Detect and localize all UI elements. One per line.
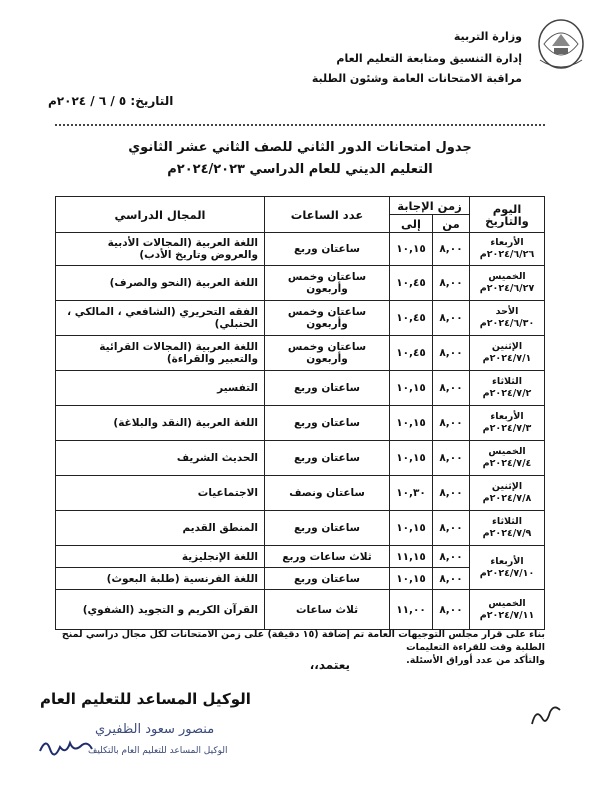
- subject-cell: اللغة الإنجليزية: [56, 546, 265, 568]
- header-answer-time: زمن الإجابة: [390, 197, 470, 215]
- to-cell: ١٠,٤٥: [390, 301, 433, 336]
- from-cell: ٨,٠٠: [433, 590, 470, 630]
- day-cell: الخميس ٢٠٢٤/٦/٢٧م: [470, 266, 545, 301]
- document-date: التاريخ: ٥ / ٦ / ٢٠٢٤م: [48, 94, 174, 108]
- day-cell: الإثنين ٢٠٢٤/٧/٨م: [470, 476, 545, 511]
- department-name: إدارة التنسيق ومتابعة التعليم العام: [336, 52, 522, 65]
- from-cell: ٨,٠٠: [433, 476, 470, 511]
- from-cell: ٨,٠٠: [433, 233, 470, 266]
- table-row: [56, 441, 545, 476]
- to-cell: ١٠,٤٥: [390, 266, 433, 301]
- from-cell: ٨,٠٠: [433, 371, 470, 406]
- duration-cell: ساعتان وربع: [265, 441, 390, 476]
- department-name: مراقبة الامتحانات العامة وشئون الطلبة: [311, 72, 522, 85]
- subject-cell: المنطق القديم: [56, 511, 265, 546]
- duration-cell: ثلاث ساعات وربع: [265, 546, 390, 568]
- subject-cell: القرآن الكريم و التجويد (الشفوي): [56, 590, 265, 630]
- duration-cell: ساعتان وخمس وأربعون: [265, 266, 390, 301]
- header-from: من: [433, 215, 470, 233]
- note-line: والتأكد من عدد أوراق الأسئلة.: [406, 655, 545, 666]
- day-cell: الثلاثاء ٢٠٢٤/٧/٩م: [470, 511, 545, 546]
- from-cell: ٨,٠٠: [433, 441, 470, 476]
- from-cell: ٨,٠٠: [433, 511, 470, 546]
- table-row: [56, 476, 545, 511]
- subject-cell: اللغة العربية (النحو والصرف): [56, 266, 265, 301]
- table-row: [56, 266, 545, 301]
- header-subject: المجال الدراسي: [56, 197, 265, 233]
- document-title: جدول امتحانات الدور الثاني للصف الثاني عشر الثانوي: [128, 140, 472, 155]
- subject-cell: اللغة الفرنسية (طلبة البعوث): [56, 568, 265, 590]
- duration-cell: ساعتان وربع: [265, 406, 390, 441]
- from-cell: ٨,٠٠: [433, 568, 470, 590]
- day-cell: الأربعاء ٢٠٢٤/٧/٣م: [470, 406, 545, 441]
- ministry-name: وزارة التربية: [453, 30, 522, 43]
- subject-cell: اللغة العربية (النقد والبلاغة): [56, 406, 265, 441]
- table-row: [56, 336, 545, 371]
- day-cell: الإثنين ٢٠٢٤/٧/١م: [470, 336, 545, 371]
- to-cell: ١٠,٣٠: [390, 476, 433, 511]
- day-cell: الثلاثاء ٢٠٢٤/٧/٢م: [470, 371, 545, 406]
- duration-cell: ساعتان ونصف: [265, 476, 390, 511]
- table-row: [56, 406, 545, 441]
- table-header-row: [56, 197, 545, 215]
- to-cell: ١٠,١٥: [390, 233, 433, 266]
- header-to: إلى: [390, 215, 433, 233]
- note-line: بناء على قرار مجلس التوجيهات العامة تم إضافة (١٥ دقيقة) على زمن الامتحانات لكل مجال دراسي لمنح الطلبة وقت للقراءة التعليمات: [61, 629, 545, 653]
- duration-cell: ساعتان وربع: [265, 568, 390, 590]
- adoption-text: يعتمد،،: [309, 658, 350, 672]
- document-subtitle: التعليم الديني للعام الدراسي ٢٠٢٤/٢٠٢٣م: [167, 162, 433, 177]
- to-cell: ١٠,١٥: [390, 371, 433, 406]
- subject-cell: التفسير: [56, 371, 265, 406]
- duration-cell: ساعتان وخمس وأربعون: [265, 336, 390, 371]
- to-cell: ١٠,١٥: [390, 406, 433, 441]
- to-cell: ١٠,٤٥: [390, 336, 433, 371]
- day-cell: الأحد ٢٠٢٤/٦/٣٠م: [470, 301, 545, 336]
- from-cell: ٨,٠٠: [433, 406, 470, 441]
- signatory-title: الوكيل المساعد للتعليم العام: [40, 690, 251, 708]
- day-cell: الخميس ٢٠٢٤/٧/١١م: [470, 590, 545, 630]
- subject-cell: اللغة العربية (المجالات الأدبية والعروض وتاريخ الأدب): [56, 233, 265, 266]
- subject-cell: اللغة العربية (المجالات القرائية والتعبير والقراءة): [56, 336, 265, 371]
- table-row: [56, 233, 545, 266]
- to-cell: ١١,١٥: [390, 546, 433, 568]
- header-day: اليوم والتاريخ: [470, 197, 545, 233]
- day-cell: الأربعاء ٢٠٢٤/٦/٢٦م: [470, 233, 545, 266]
- to-cell: ١٠,١٥: [390, 441, 433, 476]
- divider: [55, 124, 545, 126]
- day-cell: الأربعاء ٢٠٢٤/٧/١٠م: [470, 546, 545, 590]
- handwritten-initial-icon: [528, 700, 564, 730]
- table-row: [56, 511, 545, 546]
- handwritten-signature-icon: [36, 735, 96, 759]
- exam-schedule-table: [55, 196, 545, 630]
- header-duration: عدد الساعات: [265, 197, 390, 233]
- signatory-subtitle: الوكيل المساعد للتعليم العام بالتكليف: [88, 746, 228, 756]
- from-cell: ٨,٠٠: [433, 301, 470, 336]
- duration-cell: ساعتان وربع: [265, 371, 390, 406]
- table-row: [56, 301, 545, 336]
- kuwait-emblem-icon: [532, 14, 590, 76]
- subject-cell: الاجتماعيات: [56, 476, 265, 511]
- exam-note: [55, 628, 545, 667]
- from-cell: ٨,٠٠: [433, 546, 470, 568]
- duration-cell: ساعتان وربع: [265, 511, 390, 546]
- from-cell: ٨,٠٠: [433, 266, 470, 301]
- duration-cell: ثلاث ساعات: [265, 590, 390, 630]
- table-row: [56, 590, 545, 630]
- table-row: [56, 546, 545, 568]
- signatory-name: منصور سعود الظفيري: [95, 722, 215, 737]
- day-cell: الخميس ٢٠٢٤/٧/٤م: [470, 441, 545, 476]
- subject-cell: الفقه التحريري (الشافعي ، المالكي ، الحنبلي): [56, 301, 265, 336]
- to-cell: ١٠,١٥: [390, 568, 433, 590]
- table-row: [56, 371, 545, 406]
- duration-cell: ساعتان وربع: [265, 233, 390, 266]
- subject-cell: الحديث الشريف: [56, 441, 265, 476]
- duration-cell: ساعتان وخمس وأربعون: [265, 301, 390, 336]
- to-cell: ١٠,١٥: [390, 511, 433, 546]
- from-cell: ٨,٠٠: [433, 336, 470, 371]
- to-cell: ١١,٠٠: [390, 590, 433, 630]
